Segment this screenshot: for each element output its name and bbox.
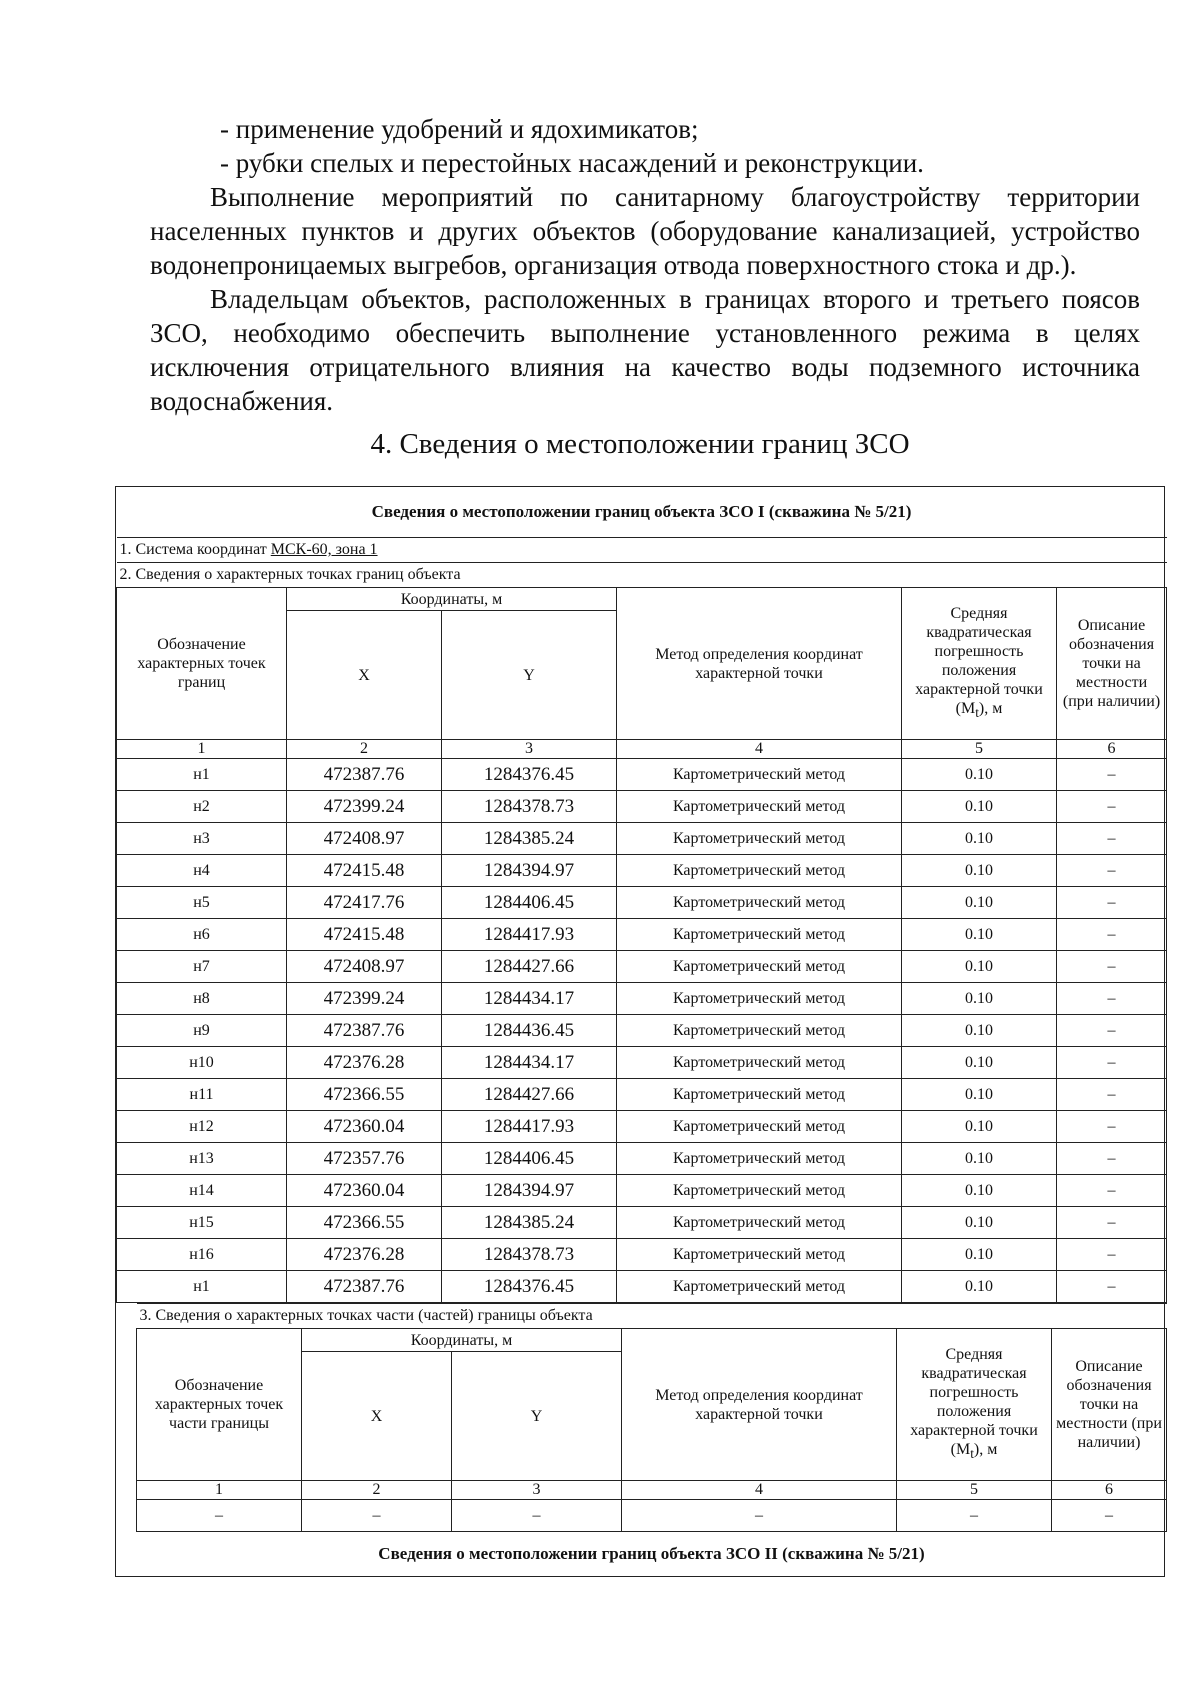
table-row bbox=[117, 1015, 1167, 1047]
table-cell-method: Картометрический метод bbox=[617, 1111, 902, 1143]
table-cell-err: 0.10 bbox=[902, 1079, 1057, 1111]
table-cell-pt: н14 bbox=[117, 1175, 287, 1207]
table-cell-x: 472387.76 bbox=[287, 759, 442, 791]
table-cell-x: 472376.28 bbox=[287, 1047, 442, 1079]
table-cell-pt: н2 bbox=[117, 791, 287, 823]
table-cell-method: Картометрический метод bbox=[617, 919, 902, 951]
table-cell-method: Картометрический метод bbox=[617, 759, 902, 791]
table-section3 bbox=[136, 1303, 1167, 1576]
table-cell-pt: н7 bbox=[117, 951, 287, 983]
table-cell-desc: – bbox=[1057, 887, 1167, 919]
header-method: Метод определения координат характерной точки bbox=[617, 588, 902, 740]
paragraph: Владельцам объектов, расположенных в границах второго и третьего поясов ЗСО, необходимо обеспечить выполнение установленного режима в целях исключения отрицательного влияния на качество воды подземного источника водоснабжения. bbox=[150, 284, 1140, 416]
table-cell-err: 0.10 bbox=[902, 855, 1057, 887]
table-cell-desc: – bbox=[1057, 1271, 1167, 1303]
table-cell-desc: – bbox=[1057, 1175, 1167, 1207]
column-number: 6 bbox=[1052, 1481, 1167, 1500]
table-row bbox=[137, 1500, 1167, 1532]
table-row bbox=[117, 855, 1167, 887]
table-cell-x: 472376.28 bbox=[287, 1239, 442, 1271]
table-cell-method: Картометрический метод bbox=[617, 887, 902, 919]
header-coords: Координаты, м bbox=[287, 588, 617, 611]
coord-system-value: МСК-60, зона 1 bbox=[270, 541, 378, 558]
table-cell-y: 1284417.93 bbox=[442, 919, 617, 951]
table-cell-desc: – bbox=[1057, 1079, 1167, 1111]
table-cell-err: 0.10 bbox=[902, 951, 1057, 983]
table-row bbox=[117, 887, 1167, 919]
column-number: 5 bbox=[897, 1481, 1052, 1500]
table-cell-err: 0.10 bbox=[902, 1207, 1057, 1239]
table-cell: – bbox=[452, 1500, 622, 1532]
header-y: Y bbox=[452, 1352, 622, 1481]
paragraph: Выполнение мероприятий по санитарному благоустройству территории населенных пунктов и других объектов (оборудование канализацией, устройство водонепроницаемых выгребов, организация отвода поверхностного стока и др.). bbox=[150, 182, 1140, 280]
table-cell-method: Картометрический метод bbox=[617, 1079, 902, 1111]
table-cell-desc: – bbox=[1057, 759, 1167, 791]
table-cell-x: 472387.76 bbox=[287, 1015, 442, 1047]
table-cell-desc: – bbox=[1057, 919, 1167, 951]
column-numbers-row bbox=[117, 740, 1167, 759]
table-row bbox=[117, 1207, 1167, 1239]
table-cell-pt: н11 bbox=[117, 1079, 287, 1111]
table-cell-desc: – bbox=[1057, 855, 1167, 887]
table-cell-pt: н12 bbox=[117, 1111, 287, 1143]
table-cell-err: 0.10 bbox=[902, 1271, 1057, 1303]
table-cell-x: 472399.24 bbox=[287, 791, 442, 823]
table-row bbox=[117, 1175, 1167, 1207]
table-cell-err: 0.10 bbox=[902, 1239, 1057, 1271]
table-cell-y: 1284434.17 bbox=[442, 983, 617, 1015]
table-cell-x: 472415.48 bbox=[287, 855, 442, 887]
table-row bbox=[117, 1111, 1167, 1143]
column-numbers-row bbox=[137, 1481, 1167, 1500]
table-cell-y: 1284406.45 bbox=[442, 887, 617, 919]
table-cell-method: Картометрический метод bbox=[617, 951, 902, 983]
column-number: 3 bbox=[442, 740, 617, 759]
coord-system-label: 1. Система координат bbox=[119, 541, 267, 558]
table-cell-err: 0.10 bbox=[902, 1047, 1057, 1079]
table-cell-method: Картометрический метод bbox=[617, 1047, 902, 1079]
header-point: Обозначение характерных точек части границы bbox=[137, 1329, 302, 1481]
table-cell-err: 0.10 bbox=[902, 983, 1057, 1015]
table-cell-method: Картометрический метод bbox=[617, 823, 902, 855]
section3-label: 3. Сведения о характерных точках части (частей) границы объекта bbox=[137, 1304, 1167, 1329]
table-cell-desc: – bbox=[1057, 1239, 1167, 1271]
table-cell-err: 0.10 bbox=[902, 887, 1057, 919]
table-cell-x: 472366.55 bbox=[287, 1207, 442, 1239]
table-cell-pt: н4 bbox=[117, 855, 287, 887]
table-cell-pt: н5 bbox=[117, 887, 287, 919]
table-cell-pt: н9 bbox=[117, 1015, 287, 1047]
header-desc: Описание обозначения точки на местности (при наличии) bbox=[1052, 1329, 1167, 1481]
header-error: Средняя квадратическая погрешность положения характерной точки $(M_t)$, м bbox=[902, 588, 1057, 740]
table-row bbox=[117, 1079, 1167, 1111]
table-row bbox=[117, 1047, 1167, 1079]
table-cell-y: 1284376.45 bbox=[442, 759, 617, 791]
section3-row bbox=[137, 1304, 1167, 1329]
table-cell-err: 0.10 bbox=[902, 791, 1057, 823]
table-cell-x: 472417.76 bbox=[287, 887, 442, 919]
column-number: 4 bbox=[622, 1481, 897, 1500]
column-number: 1 bbox=[137, 1481, 302, 1500]
table-cell-err: 0.10 bbox=[902, 919, 1057, 951]
table-cell-y: 1284378.73 bbox=[442, 1239, 617, 1271]
table-cell-desc: – bbox=[1057, 1047, 1167, 1079]
table-row bbox=[117, 983, 1167, 1015]
header-row bbox=[137, 1329, 1167, 1352]
table-cell-err: 0.10 bbox=[902, 823, 1057, 855]
table-row bbox=[117, 1143, 1167, 1175]
table-cell-y: 1284376.45 bbox=[442, 1271, 617, 1303]
header-row bbox=[117, 588, 1167, 611]
table-caption-row bbox=[117, 487, 1167, 538]
section-title: 4. Сведения о местоположении границ ЗСО bbox=[370, 428, 910, 460]
table-cell-y: 1284378.73 bbox=[442, 791, 617, 823]
column-number: 6 bbox=[1057, 740, 1167, 759]
table-cell-desc: – bbox=[1057, 983, 1167, 1015]
table-cell-y: 1284427.66 bbox=[442, 951, 617, 983]
table-cell-x: 472357.76 bbox=[287, 1143, 442, 1175]
header-y: Y bbox=[442, 611, 617, 740]
table-cell-desc: – bbox=[1057, 1111, 1167, 1143]
column-number: 2 bbox=[287, 740, 442, 759]
column-number: 1 bbox=[117, 740, 287, 759]
table-cell-y: 1284427.66 bbox=[442, 1079, 617, 1111]
table-cell-err: 0.10 bbox=[902, 1175, 1057, 1207]
table-cell-y: 1284406.45 bbox=[442, 1143, 617, 1175]
table-cell-pt: н3 bbox=[117, 823, 287, 855]
table-cell-y: 1284385.24 bbox=[442, 823, 617, 855]
table-cell: – bbox=[302, 1500, 452, 1532]
list-item: - применение удобрений и ядохимикатов; bbox=[220, 114, 699, 144]
table-cell-x: 472408.97 bbox=[287, 823, 442, 855]
table-row bbox=[117, 791, 1167, 823]
boundary-table bbox=[115, 486, 1165, 1577]
coord-system-row bbox=[117, 538, 1167, 563]
table-row bbox=[117, 1239, 1167, 1271]
section2-label: 2. Сведения о характерных точках границ объекта bbox=[117, 563, 1167, 588]
table-cell-x: 472399.24 bbox=[287, 983, 442, 1015]
table-row bbox=[117, 759, 1167, 791]
header-desc: Описание обозначения точки на местности (при наличии) bbox=[1057, 588, 1167, 740]
table-cell-method: Картометрический метод bbox=[617, 791, 902, 823]
table-cell-method: Картометрический метод bbox=[617, 1015, 902, 1047]
table-main bbox=[116, 487, 1167, 1303]
table-cell-err: 0.10 bbox=[902, 759, 1057, 791]
column-number: 5 bbox=[902, 740, 1057, 759]
column-number: 3 bbox=[452, 1481, 622, 1500]
table-cell-pt: н6 bbox=[117, 919, 287, 951]
table-row bbox=[117, 919, 1167, 951]
table-cell-y: 1284394.97 bbox=[442, 1175, 617, 1207]
column-number: 2 bbox=[302, 1481, 452, 1500]
header-x: X bbox=[302, 1352, 452, 1481]
table-cell-pt: н13 bbox=[117, 1143, 287, 1175]
table-cell-pt: н1 bbox=[117, 1271, 287, 1303]
coord-system bbox=[117, 538, 1167, 563]
header-x: X bbox=[287, 611, 442, 740]
table-cell-x: 472360.04 bbox=[287, 1111, 442, 1143]
table-cell-y: 1284436.45 bbox=[442, 1015, 617, 1047]
table-cell-y: 1284417.93 bbox=[442, 1111, 617, 1143]
table-cell-pt: н1 bbox=[117, 759, 287, 791]
table-cell-y: 1284385.24 bbox=[442, 1207, 617, 1239]
section2-row bbox=[117, 563, 1167, 588]
table-cell-x: 472408.97 bbox=[287, 951, 442, 983]
header-method: Метод определения координат характерной точки bbox=[622, 1329, 897, 1481]
header-point: Обозначение характерных точек границ bbox=[117, 588, 287, 740]
table-cell-method: Картометрический метод bbox=[617, 855, 902, 887]
table-cell-err: 0.10 bbox=[902, 1111, 1057, 1143]
footer-caption-row bbox=[137, 1532, 1167, 1577]
header-coords: Координаты, м bbox=[302, 1329, 622, 1352]
table-cell-y: 1284394.97 bbox=[442, 855, 617, 887]
table-cell-method: Картометрический метод bbox=[617, 1239, 902, 1271]
table-row bbox=[117, 823, 1167, 855]
table-cell: – bbox=[137, 1500, 302, 1532]
table-body bbox=[117, 759, 1167, 1303]
table-cell-x: 472387.76 bbox=[287, 1271, 442, 1303]
table-cell-method: Картометрический метод bbox=[617, 1207, 902, 1239]
table-row bbox=[117, 951, 1167, 983]
table-cell-x: 472360.04 bbox=[287, 1175, 442, 1207]
table-cell: – bbox=[897, 1500, 1052, 1532]
table-cell-desc: – bbox=[1057, 823, 1167, 855]
table-cell-method: Картометрический метод bbox=[617, 983, 902, 1015]
table-cell-desc: – bbox=[1057, 1015, 1167, 1047]
table-cell-desc: – bbox=[1057, 1143, 1167, 1175]
column-number: 4 bbox=[617, 740, 902, 759]
footer-caption: Сведения о местоположении границ объекта ЗСО II (скважина № 5/21) bbox=[137, 1532, 1167, 1577]
table-cell-pt: н16 bbox=[117, 1239, 287, 1271]
table-cell-method: Картометрический метод bbox=[617, 1143, 902, 1175]
table-cell-desc: – bbox=[1057, 1207, 1167, 1239]
table-cell-y: 1284434.17 bbox=[442, 1047, 617, 1079]
table-cell-x: 472415.48 bbox=[287, 919, 442, 951]
table-cell-pt: н15 bbox=[117, 1207, 287, 1239]
table-cell-pt: н8 bbox=[117, 983, 287, 1015]
header-error: Средняя квадратическая погрешность положения характерной точки $(M_t)$, м bbox=[897, 1329, 1052, 1481]
table-cell-method: Картометрический метод bbox=[617, 1271, 902, 1303]
table-cell-desc: – bbox=[1057, 791, 1167, 823]
table-cell-desc: – bbox=[1057, 951, 1167, 983]
table-cell-err: 0.10 bbox=[902, 1015, 1057, 1047]
table-cell-err: 0.10 bbox=[902, 1143, 1057, 1175]
table-cell: – bbox=[1052, 1500, 1167, 1532]
table-cell: – bbox=[622, 1500, 897, 1532]
table-cell-pt: н10 bbox=[117, 1047, 287, 1079]
table-caption: Сведения о местоположении границ объекта ЗСО I (скважина № 5/21) bbox=[117, 487, 1167, 538]
table-row bbox=[117, 1271, 1167, 1303]
table-cell-method: Картометрический метод bbox=[617, 1175, 902, 1207]
table-cell-x: 472366.55 bbox=[287, 1079, 442, 1111]
list-item: - рубки спелых и перестойных насаждений и реконструкции. bbox=[220, 148, 924, 178]
